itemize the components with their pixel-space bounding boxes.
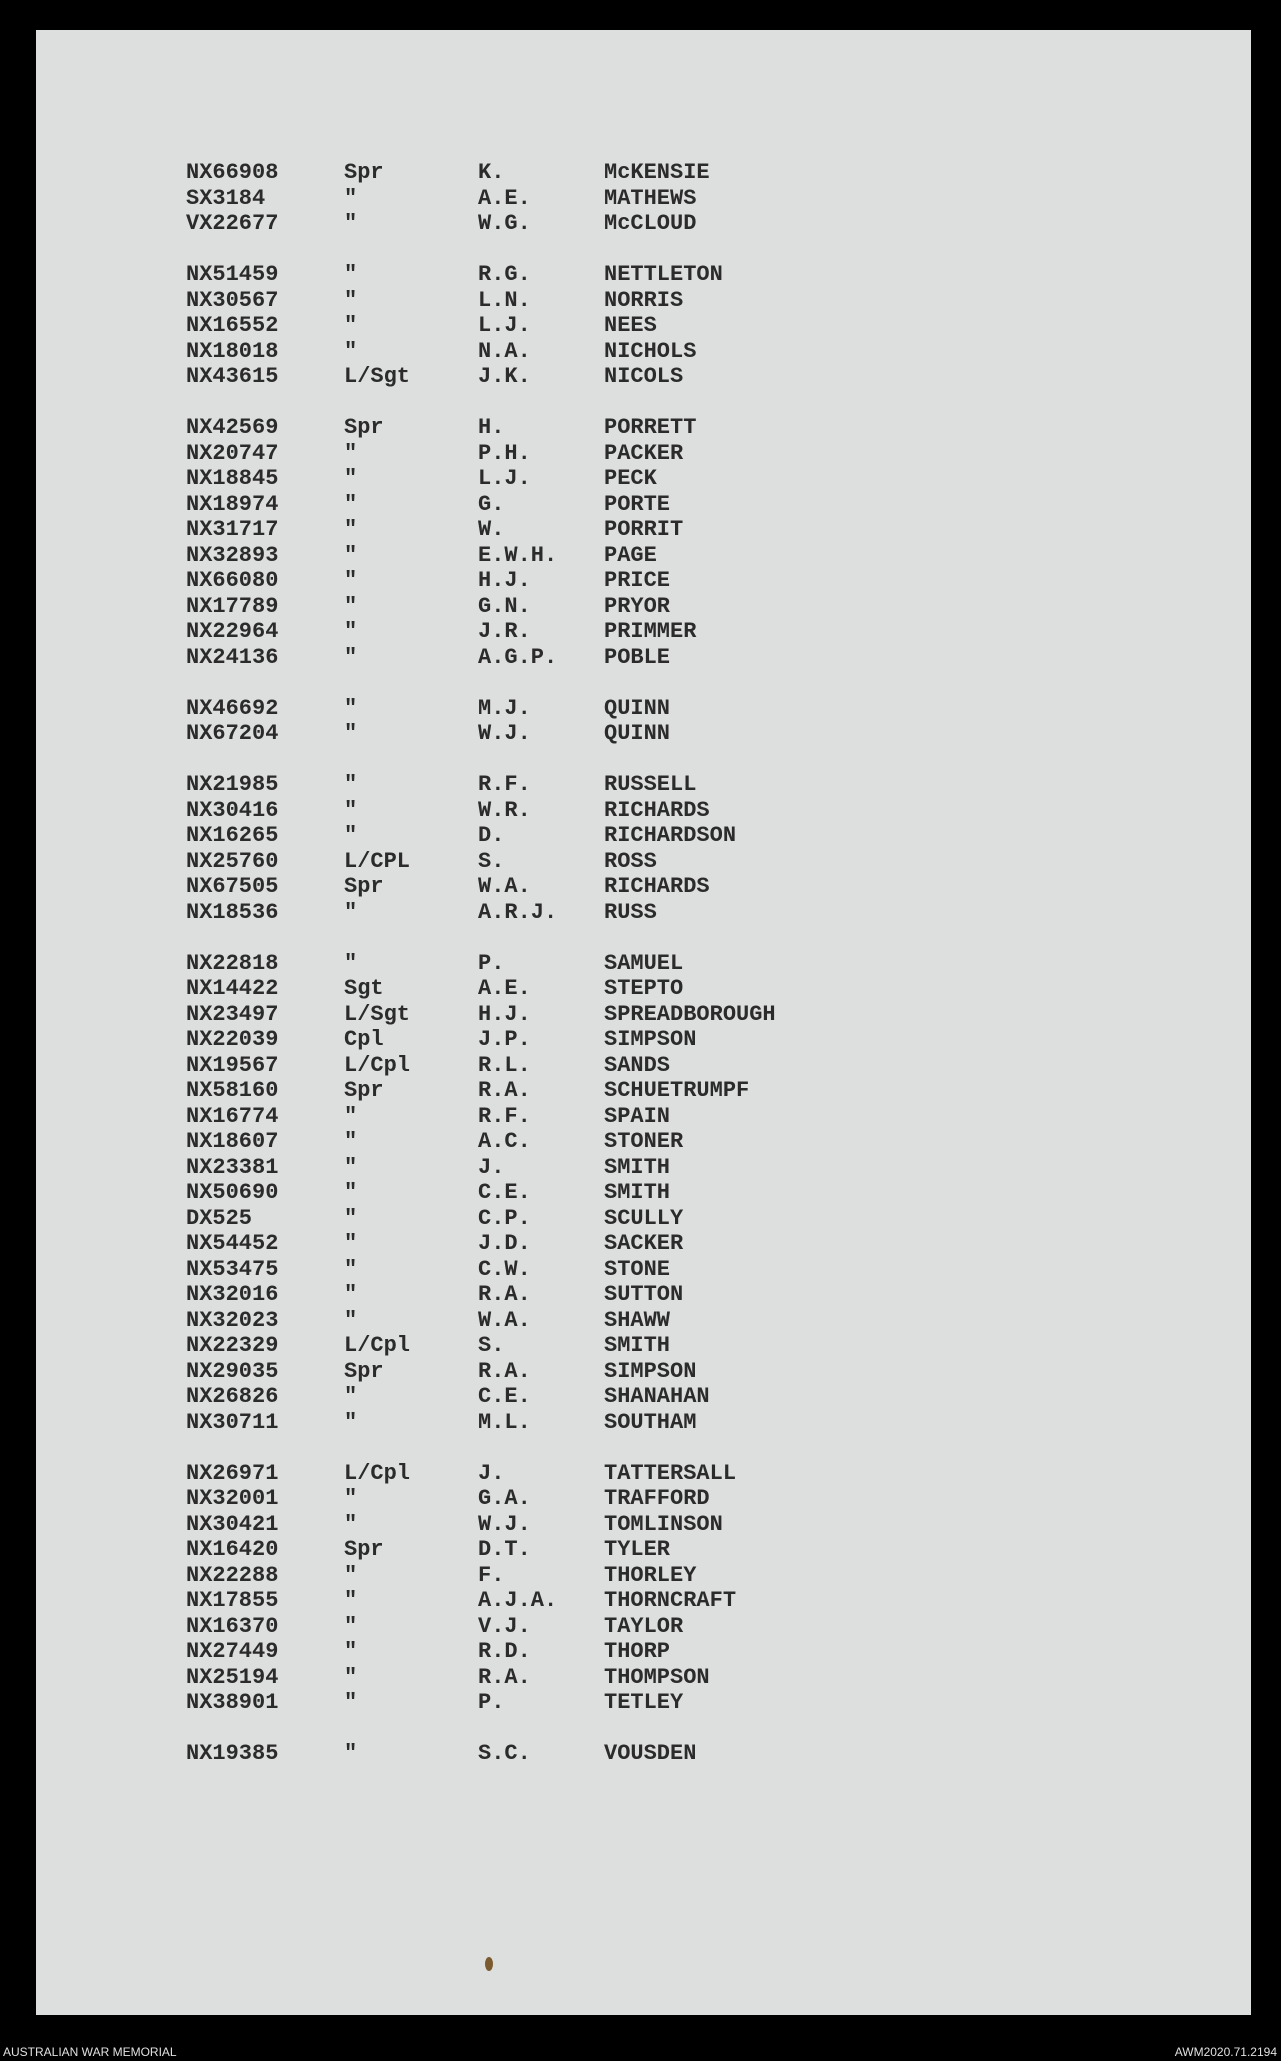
initials: J.P.	[478, 1027, 531, 1052]
surname: THORNCRAFT	[604, 1588, 737, 1613]
rank: "	[344, 1664, 358, 1690]
surname: PECK	[604, 466, 657, 491]
initials: S.C.	[478, 1741, 531, 1766]
service-number: NX42569	[186, 415, 279, 440]
entry-group	[186, 696, 906, 747]
service-number: NX16420	[186, 1537, 279, 1562]
rank: "	[344, 466, 358, 491]
entry-group	[186, 951, 906, 1436]
list-item	[186, 1588, 906, 1614]
punch-hole-mark	[485, 1957, 493, 1971]
rank: L/Sgt	[344, 1001, 411, 1027]
rank: L/Sgt	[344, 364, 411, 389]
service-number: NX32001	[186, 1486, 279, 1511]
surname: PRYOR	[604, 593, 671, 619]
list-item	[186, 951, 906, 977]
initials: R.A.	[478, 1664, 531, 1690]
rank: "	[344, 517, 358, 542]
initials: P.	[478, 950, 505, 976]
rank: "	[344, 262, 358, 287]
initials: R.G.	[478, 262, 531, 287]
service-number: NX21985	[186, 772, 279, 797]
rank: "	[344, 313, 358, 338]
surname: PORRIT	[604, 517, 684, 542]
rank: "	[344, 721, 358, 746]
surname: THORP	[604, 1639, 671, 1664]
service-number: NX16370	[186, 1613, 279, 1639]
service-number: NX22329	[186, 1333, 279, 1358]
surname: SOUTHAM	[604, 1409, 697, 1435]
list-item	[186, 364, 906, 390]
list-item	[186, 1333, 906, 1359]
surname: THORLEY	[604, 1562, 697, 1588]
initials: C.E.	[478, 1384, 531, 1409]
service-number: NX19385	[186, 1741, 279, 1766]
service-number: NX17789	[186, 593, 279, 619]
initials: R.F.	[478, 1103, 531, 1129]
surname: RICHARDS	[604, 874, 710, 899]
rank: L/Cpl	[344, 1333, 411, 1358]
list-item	[186, 1257, 906, 1283]
surname: PRICE	[604, 568, 671, 593]
initials: M.J.	[478, 695, 531, 721]
initials: A.E.	[478, 976, 531, 1001]
rank: "	[344, 568, 358, 593]
list-item	[186, 1639, 906, 1665]
surname: TOMLINSON	[604, 1511, 723, 1537]
list-item	[186, 1027, 906, 1053]
initials: H.J.	[478, 1001, 531, 1027]
initials: W.	[478, 517, 505, 542]
list-item	[186, 849, 906, 875]
list-item	[186, 1308, 906, 1334]
service-number: NX19567	[186, 1052, 279, 1078]
service-number: NX30711	[186, 1409, 279, 1435]
initials: P.	[478, 1690, 505, 1715]
service-number: NX66908	[186, 160, 279, 185]
list-item	[186, 1053, 906, 1079]
rank: Spr	[344, 415, 384, 440]
surname: STEPTO	[604, 976, 684, 1001]
initials: A.C.	[478, 1129, 531, 1154]
surname: POBLE	[604, 644, 671, 670]
rank: "	[344, 1103, 358, 1129]
service-number: NX32893	[186, 542, 279, 568]
list-item	[186, 976, 906, 1002]
service-number: NX22288	[186, 1562, 279, 1588]
initials: J.D.	[478, 1231, 531, 1256]
service-number: NX26826	[186, 1384, 279, 1409]
surname: PORRETT	[604, 415, 697, 440]
list-item	[186, 1665, 906, 1691]
footer-institution: AUSTRALIAN WAR MEMORIAL	[3, 2045, 177, 2059]
initials: R.A.	[478, 1358, 531, 1384]
list-item	[186, 1486, 906, 1512]
service-number: NX46692	[186, 695, 279, 721]
list-item	[186, 1461, 906, 1487]
service-number: NX23497	[186, 1001, 279, 1027]
initials: G.	[478, 491, 505, 517]
list-item	[186, 772, 906, 798]
initials: W.A.	[478, 874, 531, 899]
list-item	[186, 415, 906, 441]
initials: M.L.	[478, 1409, 531, 1435]
service-number: NX31717	[186, 517, 279, 542]
surname: SIMPSON	[604, 1358, 697, 1384]
list-item	[186, 1104, 906, 1130]
rank: Cpl	[344, 1027, 384, 1052]
initials: C.W.	[478, 1256, 531, 1282]
surname: SANDS	[604, 1052, 671, 1078]
rank: "	[344, 211, 358, 236]
initials: J.K.	[478, 364, 531, 389]
entry-group	[186, 262, 906, 390]
rank: "	[344, 338, 358, 364]
entry-group	[186, 772, 906, 925]
initials: C.P.	[478, 1205, 531, 1231]
initials: L.J.	[478, 313, 531, 338]
list-item	[186, 1537, 906, 1563]
initials: R.F.	[478, 772, 531, 797]
initials: K.	[478, 160, 505, 185]
service-number: NX30416	[186, 797, 279, 823]
document-page	[36, 30, 1251, 2015]
service-number: NX18018	[186, 338, 279, 364]
surname: THOMPSON	[604, 1664, 710, 1690]
service-number: NX67204	[186, 721, 279, 746]
entry-group	[186, 1741, 906, 1767]
list-item	[186, 288, 906, 314]
surname: McKENSIE	[604, 160, 710, 185]
service-number: NX67505	[186, 874, 279, 899]
rank: "	[344, 1690, 358, 1715]
rank: "	[344, 1256, 358, 1282]
list-item	[186, 160, 906, 186]
initials: R.A.	[478, 1078, 531, 1103]
service-number: NX20747	[186, 440, 279, 466]
service-number: NX26971	[186, 1460, 279, 1486]
rank: "	[344, 185, 358, 211]
rank: Spr	[344, 1358, 384, 1384]
list-item	[186, 1614, 906, 1640]
surname: SMITH	[604, 1333, 671, 1358]
initials: P.H.	[478, 440, 531, 466]
surname: SCHUETRUMPF	[604, 1078, 750, 1103]
initials: A.J.A.	[478, 1588, 558, 1613]
rank: "	[344, 593, 358, 619]
list-item	[186, 594, 906, 620]
service-number: NX32023	[186, 1307, 279, 1333]
list-item	[186, 619, 906, 645]
service-number: NX16774	[186, 1103, 279, 1129]
service-number: SX3184	[186, 185, 266, 211]
rank: "	[344, 440, 358, 466]
rank: "	[344, 1613, 358, 1639]
rank: "	[344, 1282, 358, 1307]
service-number: NX16265	[186, 823, 279, 848]
surname: SMITH	[604, 1180, 671, 1205]
surname: SHANAHAN	[604, 1384, 710, 1409]
initials: V.J.	[478, 1613, 531, 1639]
service-number: NX16552	[186, 313, 279, 338]
rank: "	[344, 1180, 358, 1205]
service-number: NX25194	[186, 1664, 279, 1690]
initials: J.R.	[478, 619, 531, 644]
service-number: NX58160	[186, 1078, 279, 1103]
surname: SIMPSON	[604, 1027, 697, 1052]
list-item	[186, 1155, 906, 1181]
surname: NETTLETON	[604, 262, 723, 287]
surname: SHAWW	[604, 1307, 671, 1333]
initials: C.E.	[478, 1180, 531, 1205]
surname: RUSSELL	[604, 772, 697, 797]
rank: Spr	[344, 1537, 384, 1562]
surname: SPAIN	[604, 1103, 671, 1129]
entry-group	[186, 415, 906, 670]
rank: "	[344, 1154, 358, 1180]
list-item	[186, 186, 906, 212]
surname: SUTTON	[604, 1282, 684, 1307]
surname: TAYLOR	[604, 1613, 684, 1639]
surname: PACKER	[604, 440, 684, 466]
rank: "	[344, 1639, 358, 1664]
surname: RICHARDSON	[604, 823, 737, 848]
surname: SAMUEL	[604, 950, 684, 976]
service-number: NX18536	[186, 899, 279, 925]
service-number: NX54452	[186, 1231, 279, 1256]
list-item	[186, 1180, 906, 1206]
entry-group	[186, 160, 906, 237]
rank: L/Cpl	[344, 1052, 411, 1078]
initials: J.	[478, 1154, 505, 1180]
rank: "	[344, 1231, 358, 1256]
service-number: NX50690	[186, 1180, 279, 1205]
initials: W.J.	[478, 721, 531, 746]
rank: "	[344, 1409, 358, 1435]
service-number: NX27449	[186, 1639, 279, 1664]
surname: QUINN	[604, 695, 671, 721]
initials: W.R.	[478, 797, 531, 823]
service-number: NX25760	[186, 848, 279, 874]
service-number: NX23381	[186, 1154, 279, 1180]
service-number: NX66080	[186, 568, 279, 593]
initials: S.	[478, 848, 505, 874]
initials: G.A.	[478, 1486, 531, 1511]
initials: A.R.J.	[478, 899, 558, 925]
list-item	[186, 211, 906, 237]
rank: L/Cpl	[344, 1460, 411, 1486]
service-number: NX24136	[186, 644, 279, 670]
rank: "	[344, 823, 358, 848]
surname: TRAFFORD	[604, 1486, 710, 1511]
service-number: NX29035	[186, 1358, 279, 1384]
service-number: NX38901	[186, 1690, 279, 1715]
surname: TETLEY	[604, 1690, 684, 1715]
list-item	[186, 441, 906, 467]
list-item	[186, 721, 906, 747]
service-number: NX30567	[186, 287, 279, 313]
rank: "	[344, 950, 358, 976]
rank: Sgt	[344, 976, 384, 1001]
service-number: NX51459	[186, 262, 279, 287]
initials: F.	[478, 1562, 505, 1588]
initials: L.N.	[478, 287, 531, 313]
initials: S.	[478, 1333, 505, 1358]
surname: QUINN	[604, 721, 671, 746]
rank: "	[344, 542, 358, 568]
list-item	[186, 1002, 906, 1028]
initials: W.A.	[478, 1307, 531, 1333]
list-item	[186, 1384, 906, 1410]
surname: NORRIS	[604, 287, 684, 313]
nominal-roll-list	[186, 160, 906, 1792]
surname: RUSS	[604, 899, 657, 925]
surname: PORTE	[604, 491, 671, 517]
initials: R.D.	[478, 1639, 531, 1664]
initials: H.	[478, 415, 505, 440]
initials: H.J.	[478, 568, 531, 593]
list-item	[186, 1563, 906, 1589]
rank: Spr	[344, 874, 384, 899]
initials: A.E.	[478, 185, 531, 211]
initials: D.	[478, 823, 505, 848]
rank: "	[344, 695, 358, 721]
rank: L/CPL	[344, 848, 411, 874]
surname: PRIMMER	[604, 619, 697, 644]
rank: "	[344, 797, 358, 823]
list-item	[186, 1359, 906, 1385]
rank: "	[344, 899, 358, 925]
list-item	[186, 517, 906, 543]
surname: SCULLY	[604, 1205, 684, 1231]
service-number: NX14422	[186, 976, 279, 1001]
rank: "	[344, 644, 358, 670]
rank: "	[344, 772, 358, 797]
rank: "	[344, 1307, 358, 1333]
surname: STONER	[604, 1129, 684, 1154]
service-number: NX18845	[186, 466, 279, 491]
rank: "	[344, 1562, 358, 1588]
initials: R.A.	[478, 1282, 531, 1307]
initials: D.T.	[478, 1537, 531, 1562]
list-item	[186, 1512, 906, 1538]
list-item	[186, 696, 906, 722]
list-item	[186, 798, 906, 824]
list-item	[186, 1129, 906, 1155]
surname: ROSS	[604, 848, 657, 874]
service-number: NX17855	[186, 1588, 279, 1613]
rank: "	[344, 1588, 358, 1613]
list-item	[186, 1282, 906, 1308]
list-item	[186, 339, 906, 365]
rank: "	[344, 1205, 358, 1231]
list-item	[186, 1078, 906, 1104]
initials: W.G.	[478, 211, 531, 236]
rank: "	[344, 491, 358, 517]
surname: STONE	[604, 1256, 671, 1282]
service-number: NX18607	[186, 1129, 279, 1154]
list-item	[186, 492, 906, 518]
rank: "	[344, 1384, 358, 1409]
list-item	[186, 1741, 906, 1767]
initials: N.A.	[478, 338, 531, 364]
initials: W.J.	[478, 1511, 531, 1537]
initials: A.G.P.	[478, 644, 558, 670]
service-number: NX22039	[186, 1027, 279, 1052]
service-number: NX22964	[186, 619, 279, 644]
list-item	[186, 1410, 906, 1436]
service-number: NX22818	[186, 950, 279, 976]
rank: "	[344, 1486, 358, 1511]
surname: PAGE	[604, 542, 657, 568]
list-item	[186, 900, 906, 926]
service-number: VX22677	[186, 211, 279, 236]
service-number: NX53475	[186, 1256, 279, 1282]
list-item	[186, 823, 906, 849]
rank: "	[344, 1129, 358, 1154]
list-item	[186, 313, 906, 339]
service-number: NX32016	[186, 1282, 279, 1307]
service-number: DX525	[186, 1205, 253, 1231]
service-number: NX18974	[186, 491, 279, 517]
list-item	[186, 1231, 906, 1257]
surname: VOUSDEN	[604, 1741, 697, 1766]
surname: NICHOLS	[604, 338, 697, 364]
list-item	[186, 1690, 906, 1716]
surname: TYLER	[604, 1537, 671, 1562]
list-item	[186, 262, 906, 288]
surname: SMITH	[604, 1154, 671, 1180]
surname: RICHARDS	[604, 797, 710, 823]
list-item	[186, 874, 906, 900]
rank: Spr	[344, 160, 384, 185]
rank: "	[344, 619, 358, 644]
surname: McCLOUD	[604, 211, 697, 236]
service-number: NX43615	[186, 364, 279, 389]
service-number: NX30421	[186, 1511, 279, 1537]
surname: NICOLS	[604, 364, 684, 389]
initials: G.N.	[478, 593, 531, 619]
entry-group	[186, 1461, 906, 1716]
list-item	[186, 645, 906, 671]
rank: "	[344, 1511, 358, 1537]
surname: SACKER	[604, 1231, 684, 1256]
initials: J.	[478, 1460, 505, 1486]
surname: MATHEWS	[604, 185, 697, 211]
list-item	[186, 568, 906, 594]
footer-reference: AWM2020.71.2194	[1174, 2045, 1277, 2059]
rank: "	[344, 287, 358, 313]
surname: SPREADBOROUGH	[604, 1001, 776, 1027]
list-item	[186, 543, 906, 569]
initials: E.W.H.	[478, 542, 558, 568]
surname: TATTERSALL	[604, 1460, 737, 1486]
initials: L.J.	[478, 466, 531, 491]
list-item	[186, 1206, 906, 1232]
rank: "	[344, 1741, 358, 1766]
rank: Spr	[344, 1078, 384, 1103]
list-item	[186, 466, 906, 492]
surname: NEES	[604, 313, 657, 338]
initials: R.L.	[478, 1052, 531, 1078]
